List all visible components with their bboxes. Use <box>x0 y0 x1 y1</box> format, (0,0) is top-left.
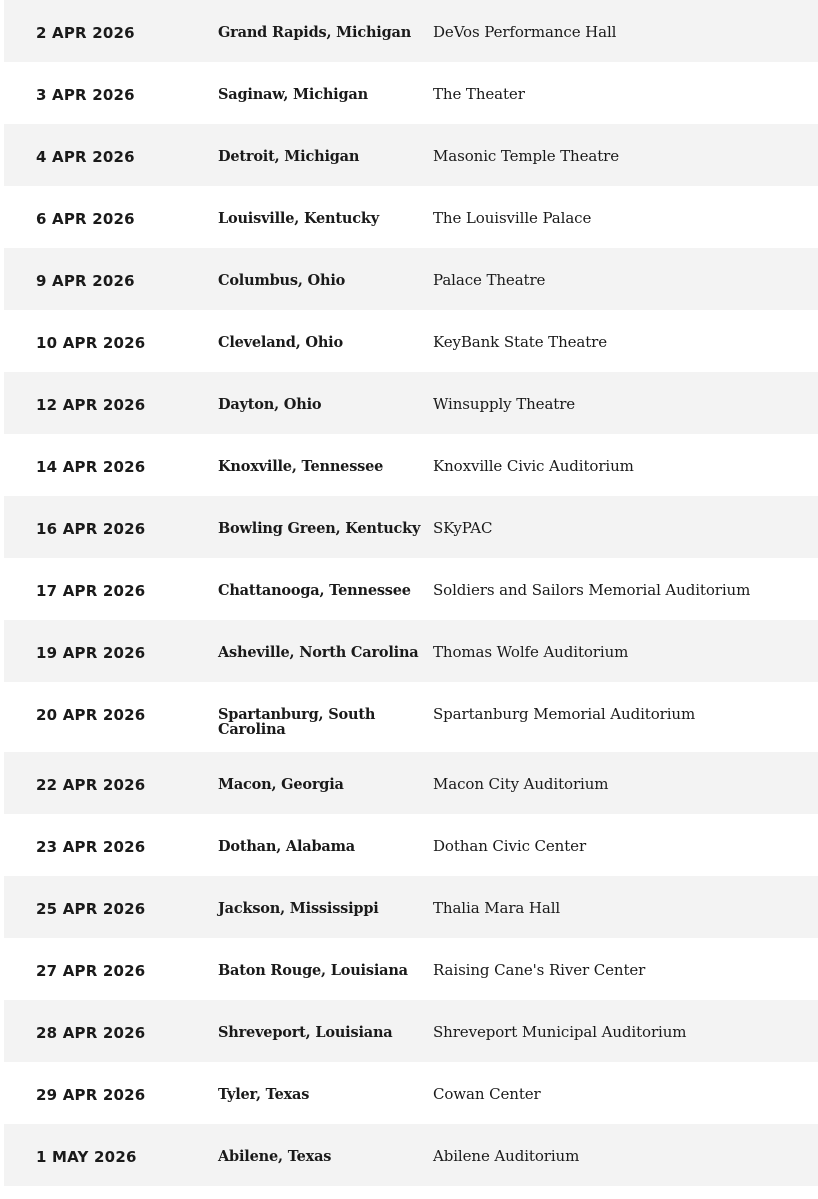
tour-date: 19 APR 2026 <box>36 644 146 662</box>
tour-venue: The Theater <box>433 85 525 103</box>
tour-venue: DeVos Performance Hall <box>433 23 617 41</box>
tour-row <box>4 1000 818 1062</box>
tour-row <box>4 186 818 248</box>
tour-city: Baton Rouge, Louisiana <box>218 962 408 979</box>
tour-date: 10 APR 2026 <box>36 334 146 352</box>
tour-row <box>4 62 818 124</box>
tour-row <box>4 124 818 186</box>
tour-date: 22 APR 2026 <box>36 776 146 794</box>
tour-venue: Thomas Wolfe Auditorium <box>433 643 629 661</box>
tour-city: Cleveland, Ohio <box>218 334 343 351</box>
tour-row <box>4 0 818 62</box>
tour-row <box>4 620 818 682</box>
tour-row <box>4 876 818 938</box>
tour-city: Abilene, Texas <box>218 1148 332 1165</box>
tour-date: 25 APR 2026 <box>36 900 146 918</box>
tour-city: Louisville, Kentucky <box>218 210 379 227</box>
tour-venue: Masonic Temple Theatre <box>433 147 620 165</box>
tour-date: 16 APR 2026 <box>36 520 146 538</box>
tour-date: 1 MAY 2026 <box>36 1148 137 1166</box>
tour-date: 2 APR 2026 <box>36 24 135 42</box>
tour-row <box>4 310 818 372</box>
tour-row <box>4 682 818 752</box>
tour-date: 4 APR 2026 <box>36 148 135 166</box>
tour-venue: Soldiers and Sailors Memorial Auditorium <box>433 581 751 599</box>
tour-row <box>4 814 818 876</box>
tour-row <box>4 938 818 1000</box>
tour-city: Chattanooga, Tennessee <box>218 582 411 599</box>
tour-venue: Cowan Center <box>433 1085 541 1103</box>
tour-venue: Shreveport Municipal Auditorium <box>433 1023 687 1041</box>
tour-date: 17 APR 2026 <box>36 582 146 600</box>
tour-date: 20 APR 2026 <box>36 706 146 724</box>
tour-city: Bowling Green, Kentucky <box>218 520 421 537</box>
tour-city: Knoxville, Tennessee <box>218 458 384 475</box>
tour-city: Jackson, Mississippi <box>218 900 379 917</box>
tour-city: Saginaw, Michigan <box>218 86 368 103</box>
tour-row <box>4 1062 818 1124</box>
tour-row <box>4 372 818 434</box>
tour-venue: Knoxville Civic Auditorium <box>433 457 634 475</box>
tour-date: 27 APR 2026 <box>36 962 146 980</box>
tour-venue: Palace Theatre <box>433 271 546 289</box>
tour-city: Grand Rapids, Michigan <box>218 24 412 41</box>
tour-venue: SKyPAC <box>433 519 493 537</box>
tour-venue: Dothan Civic Center <box>433 837 587 855</box>
tour-date: 29 APR 2026 <box>36 1086 146 1104</box>
tour-venue: Abilene Auditorium <box>433 1147 580 1165</box>
tour-city: Macon, Georgia <box>218 776 344 793</box>
tour-venue: The Louisville Palace <box>433 209 592 227</box>
tour-venue: KeyBank State Theatre <box>433 333 608 351</box>
tour-date: 12 APR 2026 <box>36 396 146 414</box>
tour-city: Detroit, Michigan <box>218 148 360 165</box>
tour-city: Dothan, Alabama <box>218 838 355 855</box>
tour-venue: Macon City Auditorium <box>433 775 609 793</box>
tour-city: Spartanburg, South Carolina <box>218 706 376 738</box>
tour-date: 28 APR 2026 <box>36 1024 146 1042</box>
tour-venue: Spartanburg Memorial Auditorium <box>433 705 696 723</box>
tour-date: 3 APR 2026 <box>36 86 135 104</box>
tour-city: Columbus, Ohio <box>218 272 346 289</box>
tour-city: Dayton, Ohio <box>218 396 322 413</box>
tour-city: Asheville, North Carolina <box>218 644 419 661</box>
tour-row <box>4 558 818 620</box>
tour-row <box>4 248 818 310</box>
tour-row <box>4 434 818 496</box>
tour-row <box>4 496 818 558</box>
tour-date: 23 APR 2026 <box>36 838 146 856</box>
tour-city: Tyler, Texas <box>218 1086 310 1103</box>
tour-date: 14 APR 2026 <box>36 458 146 476</box>
tour-venue: Raising Cane's River Center <box>433 961 646 979</box>
tour-venue: Winsupply Theatre <box>433 395 576 413</box>
tour-date: 9 APR 2026 <box>36 272 135 290</box>
tour-row <box>4 752 818 814</box>
tour-dates-table <box>4 0 818 1186</box>
tour-city: Shreveport, Louisiana <box>218 1024 393 1041</box>
tour-date: 6 APR 2026 <box>36 210 135 228</box>
tour-venue: Thalia Mara Hall <box>433 899 561 917</box>
tour-row <box>4 1124 818 1186</box>
